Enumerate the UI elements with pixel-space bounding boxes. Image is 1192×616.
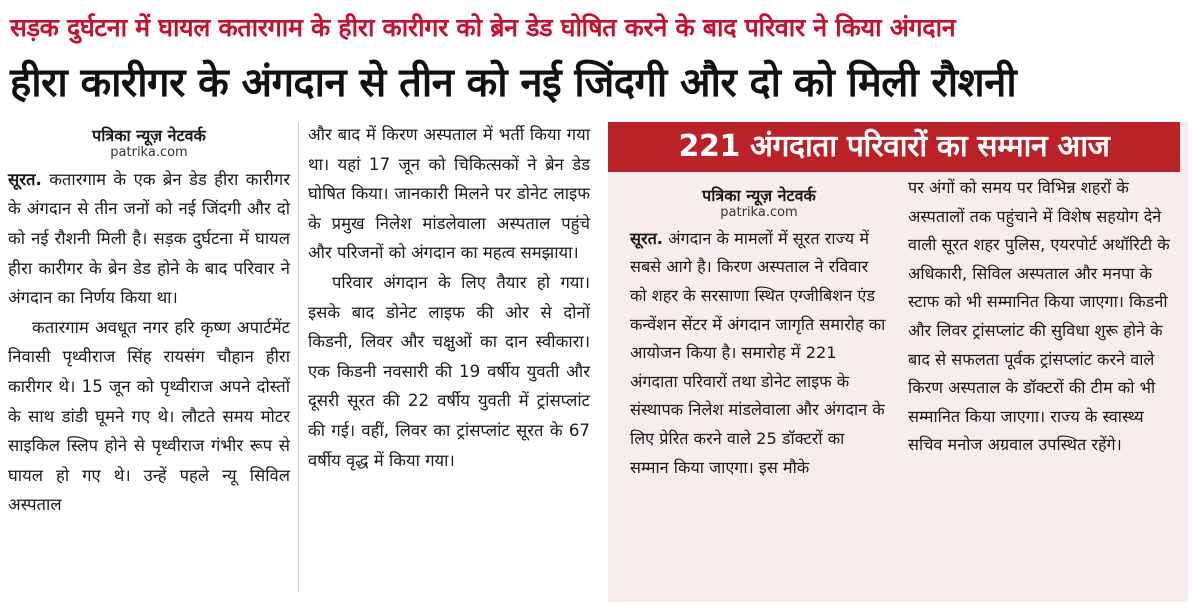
byline-site: patrika.com xyxy=(720,205,798,221)
story2-paragraph-2: पर अंगों को समय पर विभिन्न शहरों के अस्पतालों तक पहुंचाने में विशेष सहयोग देने वाली सूरत शहर पुलिस, एयरपोर्ट अथॉरिटी के अधिकारी, सिविल अस्पताल और मनपा के स्टाफ को भी सम्मानित किया जाएगा। किडनी और लिवर ट्रांसप्लांट की सुविधा शुरू होने के बाद से सफलता पूर्वक ट्रांसप्लांट करने वाले किरण अस्पताल के डॉक्टरों की टीम को भी सम्मानित किया जाएगा। राज्य के स्वास्थ्य सचिव मनोज अग्रवाल उपस्थित रहेंगे। xyxy=(908,178,1170,455)
byline-name: पत्रिका न्यूज़ नेटवर्क xyxy=(702,186,816,205)
story1-paragraph-1 xyxy=(8,165,290,313)
column-divider xyxy=(298,122,299,592)
story2-column-1 xyxy=(630,186,888,482)
story2-paragraph-1 xyxy=(630,225,888,482)
story1-paragraph-4: परिवार अंगदान के लिए तैयार हो गया। इसके बाद डोनेट लाइफ की ओर से दोनों किडनी, लिवर और चक्षुओं का दान स्वीकारा। एक किडनी नवसारी की 19 वर्षीय युवती और दूसरी सूरत की 22 वर्षीय युवती में ट्रांसप्लांट की गई। वहीं, लिवर का ट्रांसप्लांट सूरत के 67 वर्षीय वृद्ध में किया गया। xyxy=(308,272,590,470)
byline-site: patrika.com xyxy=(110,145,188,161)
main-headline: हीरा कारीगर के अंगदान से तीन को नई जिंदगी और दो को मिली रौशनी xyxy=(10,60,1017,106)
story1-p1-text: कतारगाम के एक ब्रेन डेड हीरा कारीगर के अंगदान से तीन जनों को नई जिंदगी और दो को नई रौशनी मिली है। सड़क दुर्घटना में घायल हीरा कारीगर के ब्रेन डेड होने के बाद परिवार ने अंगदान का निर्णय किया था। xyxy=(8,169,290,308)
story2-byline xyxy=(630,186,888,221)
dateline: सूरत. xyxy=(8,169,42,189)
story1-paragraph-3: और बाद में किरण अस्पताल में भर्ती किया गया था। यहां 17 जून को चिकित्सकों ने ब्रेन डेड घोषित किया। जानकारी मिलने पर डोनेट लाइफ के प्रमुख निलेश मांडलेवाला अस्पताल पहुंचे और परिजनों को अंगदान का महत्व समझाया। xyxy=(308,125,590,263)
sidebar-title: 221 अंगदाता परिवारों का सम्मान आज xyxy=(608,122,1180,172)
kicker-headline: सड़क दुर्घटना में घायल कतारगाम के हीरा कारीगर को ब्रेन डेड घोषित करने के बाद परिवार ने किया अंगदान xyxy=(10,13,956,42)
story2-column-2 xyxy=(908,174,1176,460)
story1-paragraph-2: कतारगाम अवधूत नगर हरि कृष्ण अपार्टमेंट निवासी पृथ्वीराज सिंह रायसंग चौहान हीरा कारीगर थे। 15 जून को पृथ्वीराज अपने दोस्तों के साथ डांडी घूमने गए थे। लौटते समय मोटर साइकिल स्लिप होने से पृथ्वीराज गंभीर रूप से घायल हो गए थे। उन्हें पहले न्यू सिविल अस्पताल xyxy=(8,317,290,515)
story1-column-2 xyxy=(308,120,590,475)
story1-byline xyxy=(8,126,290,161)
dateline: सूरत. xyxy=(630,228,663,248)
story2-p1-text: अंगदान के मामलों में सूरत राज्य में सबसे आगे है। किरण अस्पताल ने रविवार को शहर के सरसाणा स्थित एग्जीबिशन एंड कन्वेंशन सेंटर में अंगदान जागृति समारोह का आयोजन किया है। समारोह में 221 अंगदाता परिवारों तथा डोनेट लाइफ के संस्थापक निलेश मांडलेवाला और अंगदान के लिए प्रेरित करने वाले 25 डॉक्टरों का सम्मान किया जाएगा। इस मौके xyxy=(630,228,886,477)
story1-column-1 xyxy=(8,120,290,520)
byline-name: पत्रिका न्यूज़ नेटवर्क xyxy=(92,126,206,145)
